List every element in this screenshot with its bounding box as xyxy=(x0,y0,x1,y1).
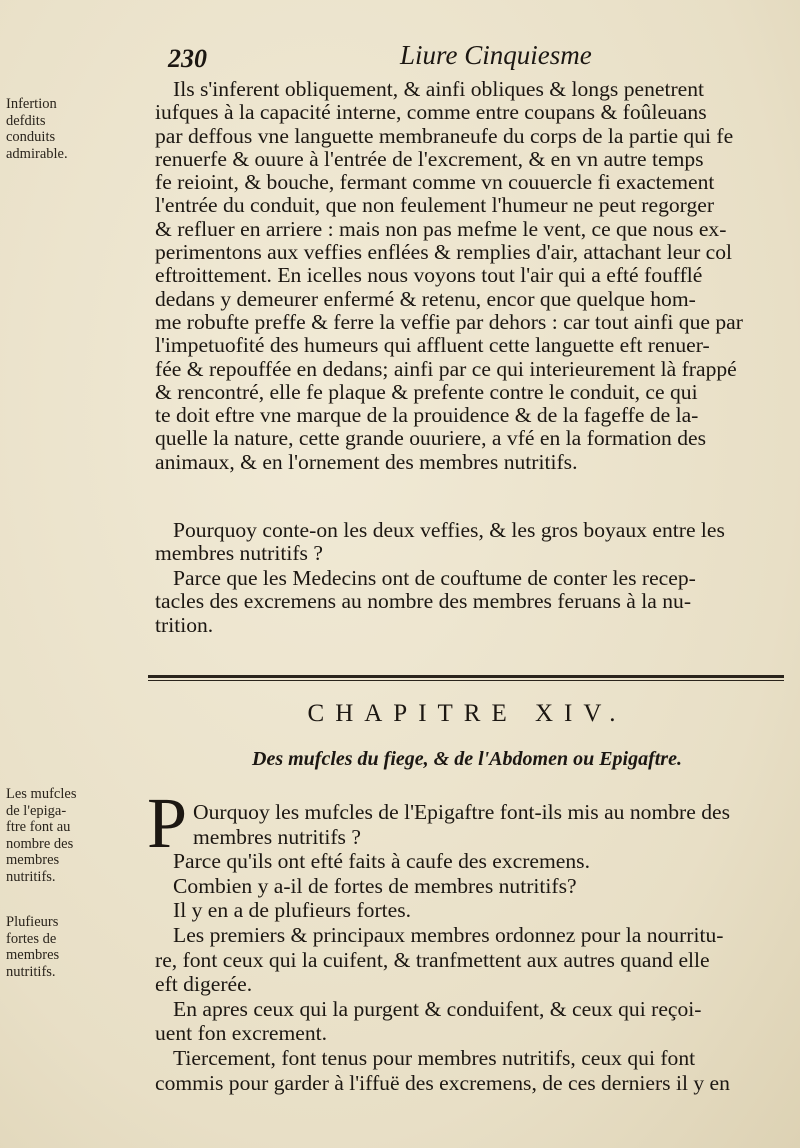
margin-note-line: conduits xyxy=(6,129,56,145)
margin-note-line: admirable. xyxy=(6,145,68,162)
margin-note-line: membres xyxy=(6,947,60,963)
text-line: Tiercement, font tenus pour membres nutritifs, ceux qui font xyxy=(173,1045,696,1070)
chapter-divider xyxy=(148,672,784,684)
margin-note-line: fortes de xyxy=(6,930,57,947)
text-line: animaux, & en l'ornement des membres nutritifs. xyxy=(155,450,578,474)
text-line: l'impetuofité des humeurs qui affluent cette languette eft renuer- xyxy=(155,334,710,358)
margin-note-line: defdits xyxy=(6,112,46,129)
paragraph-insertion xyxy=(155,78,789,474)
paragraph-answer xyxy=(155,567,789,637)
text-line: te doit eftre vne marque de la prouidence & de la fageffe de la- xyxy=(155,404,699,428)
chapter-body xyxy=(155,800,789,1095)
running-head: Liure Cinquiesme xyxy=(400,40,592,70)
chapter-subtitle: Des mufcles du fiege, & de l'Abdomen ou Epigaftre. xyxy=(252,748,682,770)
page-number: 230 xyxy=(168,44,207,73)
margin-note-line: nombre des xyxy=(6,835,74,852)
text-line: Ourquoy les mufcles de l'Epigaftre font-ils mis au nombre des xyxy=(193,800,731,824)
text-line: Il y en a de plufieurs fortes. xyxy=(173,898,412,923)
margin-note-line: Les mufcles xyxy=(6,786,77,802)
text-line: trition. xyxy=(155,613,214,637)
margin-note-line: nutritifs. xyxy=(6,963,56,980)
text-line: uent fon excrement. xyxy=(155,1021,328,1046)
text-line: eftroittement. En icelles nous voyons tout l'air qui a efté foufflé xyxy=(155,264,703,288)
drop-cap: P xyxy=(147,783,188,863)
text-line: renuerfe & ouure à l'entrée de l'excrement, & en vn autre temps xyxy=(155,147,704,171)
text-line: perimentons aux veffies enflées & remplies d'air, attachant leur col xyxy=(155,241,733,265)
margin-note-line: membres xyxy=(6,852,60,868)
text-line: membres nutritifs ? xyxy=(193,824,361,849)
text-line: membres nutritifs ? xyxy=(155,542,323,566)
text-line: eft digerée. xyxy=(155,972,253,997)
margin-note-line: de l'epiga- xyxy=(6,802,67,819)
text-line: Combien y a-il de fortes de membres nutritifs? xyxy=(173,873,577,898)
divider-thick-rule xyxy=(148,675,784,678)
margin-note-line: Plufieurs xyxy=(6,914,59,930)
margin-note-line: Infertion xyxy=(6,96,57,112)
chapter-title: CHAPITRE XIV. xyxy=(307,700,627,727)
text-line: iufques à la capacité interne, comme entre coupans & foûleuans xyxy=(155,101,707,125)
margin-note-muscles xyxy=(6,786,146,885)
text-line: Parce que les Medecins ont de couftume de conter les recep- xyxy=(173,567,696,590)
text-line: Les premiers & principaux membres ordonnez pour la nourritu- xyxy=(173,922,724,947)
text-line: fe reioint, & bouche, fermant comme vn couuercle fi exactement xyxy=(155,171,715,195)
text-line: commis pour garder à l'iffuë des excremens, de ces derniers il y en xyxy=(155,1070,730,1095)
margin-note-line: ftre font au xyxy=(6,819,71,835)
margin-note-insertion xyxy=(6,96,146,162)
text-line: & rencontré, elle fe plaque & prefente contre le conduit, ce qui xyxy=(155,380,698,404)
text-line: fée & repouffée en dedans; ainfi par ce qui interieurement là frappé xyxy=(155,357,737,381)
margin-note-line: nutritifs. xyxy=(6,868,56,885)
text-line: Pourquoy conte-on les deux veffies, & les gros boyaux entre les xyxy=(173,519,725,542)
text-line: l'entrée du conduit, que non feulement l'humeur ne peut regorger xyxy=(155,194,715,218)
text-line: dedans y demeurer enfermé & retenu, encor que quelque hom- xyxy=(155,287,696,311)
text-line: Parce qu'ils ont efté faits à caufe des excremens. xyxy=(173,849,590,874)
text-line: tacles des excremens au nombre des membres feruans à la nu- xyxy=(155,590,692,614)
margin-note-sorts xyxy=(6,914,146,980)
paragraph-question xyxy=(155,519,789,566)
text-line: par deffous vne languette membraneufe du corps de la partie qui fe xyxy=(155,124,734,148)
text-line: quelle la nature, cette grande ouuriere, a vfé en la formation des xyxy=(155,427,706,451)
text-line: Ils s'inferent obliquement, & ainfi obliques & longs penetrent xyxy=(173,78,705,101)
text-line: En apres ceux qui la purgent & conduifent, & ceux qui reçoi- xyxy=(173,996,702,1021)
text-line: & refluer en arriere : mais non pas mefme le vent, ce que nous ex- xyxy=(155,217,727,241)
text-line: re, font ceux qui la cuifent, & tranfmettent aux autres quand elle xyxy=(155,947,710,972)
text-line: me robufte preffe & ferre la veffie par dehors : car tout ainfi que par xyxy=(155,310,743,334)
divider-thin-rule xyxy=(148,680,784,681)
page-header xyxy=(160,38,780,72)
